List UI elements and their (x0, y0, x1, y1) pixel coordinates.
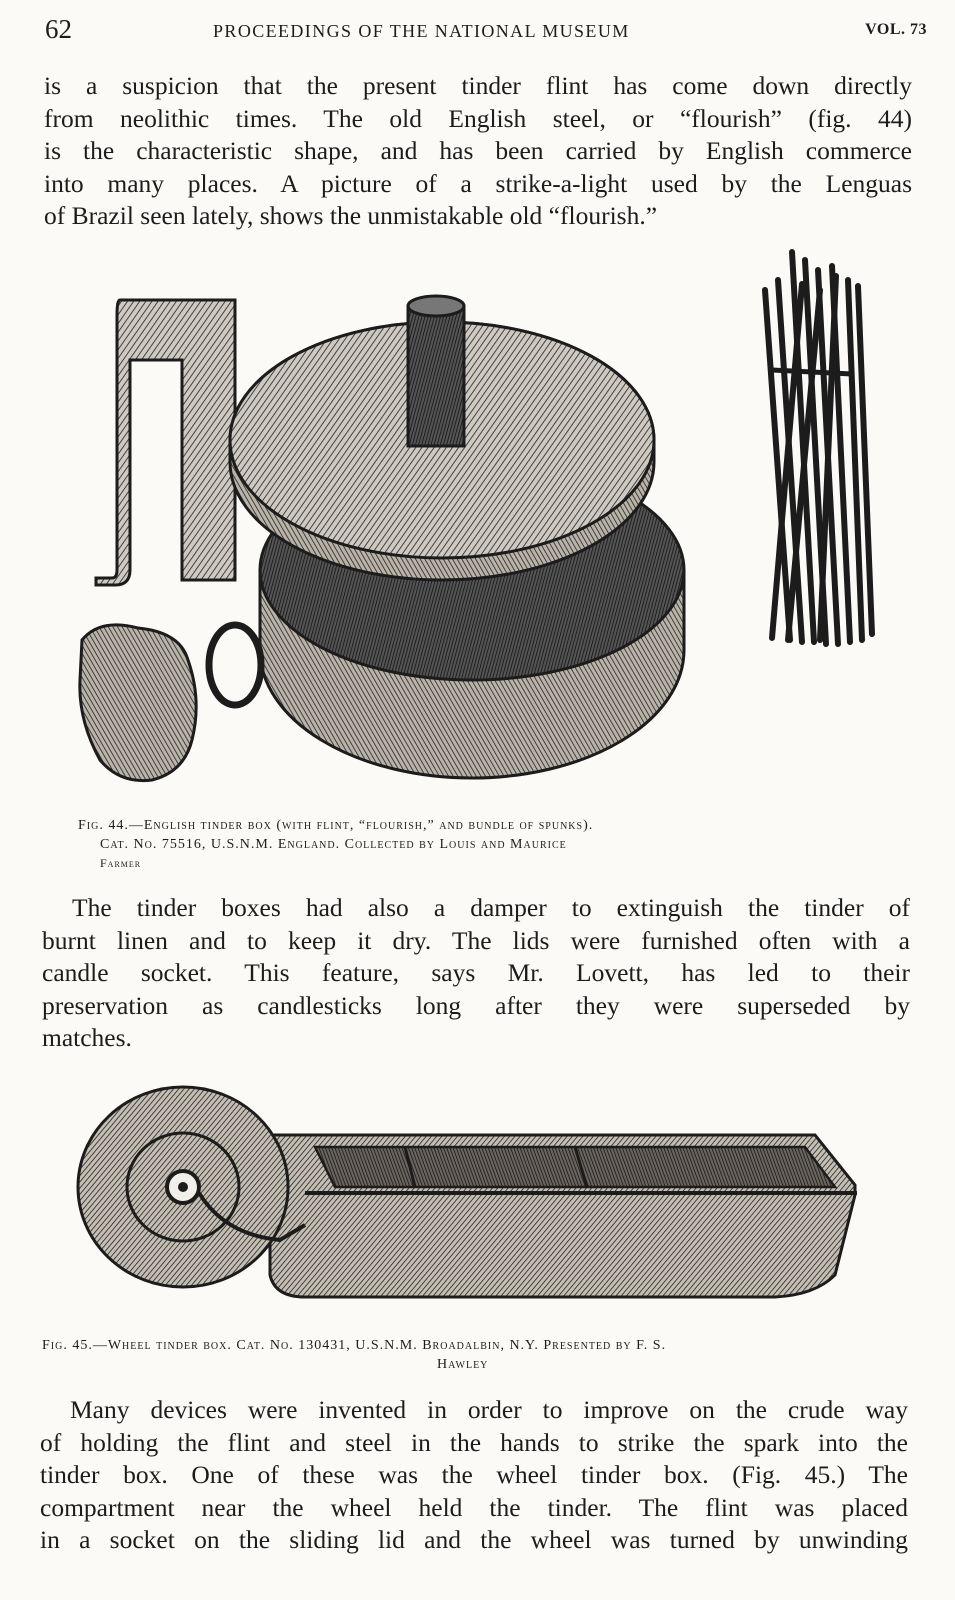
volume-label: VOL. 73 (865, 21, 927, 38)
text-line: of Brazil seen lately, shows the unmistakable old “flourish.” (44, 201, 658, 230)
text-line: Many devices were invented in order to improve on the crude way (70, 1395, 908, 1424)
text-line: in a socket on the sliding lid and the wheel was turned by unwinding (40, 1525, 908, 1554)
text-line: into many places. A picture of a strike-a-light used by the Lenguas (44, 168, 912, 198)
page-header (45, 14, 927, 44)
paragraph-2 (42, 892, 910, 1055)
figure-45-illustration (75, 1075, 875, 1315)
text-line: is a suspicion that the present tinder flint has come down directly (44, 71, 912, 100)
caption-line: Fig. 44.—English tinder box (with flint, “flourish,” and bundle of spunks). (78, 818, 594, 833)
text-line: compartment near the wheel held the tinder. The flint was placed (40, 1492, 908, 1522)
text-line: from neolithic times. The old English steel, or “flourish” (fig. 44) (44, 103, 912, 133)
figure-44-illustration (60, 240, 900, 800)
spunks-bundle-drawing (765, 252, 872, 644)
figure-45-caption (42, 1336, 666, 1374)
running-title: PROCEEDINGS OF THE NATIONAL MUSEUM (213, 21, 630, 41)
text-line: preservation as candlesticks long after they were superseded by (42, 990, 910, 1020)
text-line: burnt linen and to keep it dry. The lids were furnished often with a (42, 925, 910, 955)
text-line: is the characteristic shape, and has been carried by English commerce (44, 136, 912, 165)
flourish-steel-drawing (96, 300, 235, 585)
caption-line: Hawley (437, 1357, 489, 1372)
text-line: of holding the flint and steel in the hands to strike the spark into the (40, 1427, 908, 1457)
flint-drawing (80, 625, 196, 781)
text-line: tinder box. One of these was the wheel tinder box. (Fig. 45.) The (40, 1460, 908, 1489)
caption-line: Fig. 45.—Wheel tinder box. Cat. No. 130431, U.S.N.M. Broadalbin, N.Y. Presented by F. S. (42, 1338, 667, 1353)
figure-44-caption (78, 816, 593, 873)
text-line: candle socket. This feature, says Mr. Lovett, has led to their (42, 958, 910, 987)
caption-line: Farmer (100, 856, 142, 870)
paragraph-1 (44, 70, 912, 233)
caption-line: Cat. No. 75516, U.S.N.M. England. Collected by Louis and Maurice (100, 837, 567, 852)
text-line: The tinder boxes had also a damper to extinguish the tinder of (72, 893, 910, 922)
wheel-tinder-box-drawing (78, 1087, 857, 1297)
page-number: 62 (45, 14, 72, 44)
text-line: matches. (42, 1023, 132, 1052)
paragraph-3 (40, 1394, 908, 1557)
